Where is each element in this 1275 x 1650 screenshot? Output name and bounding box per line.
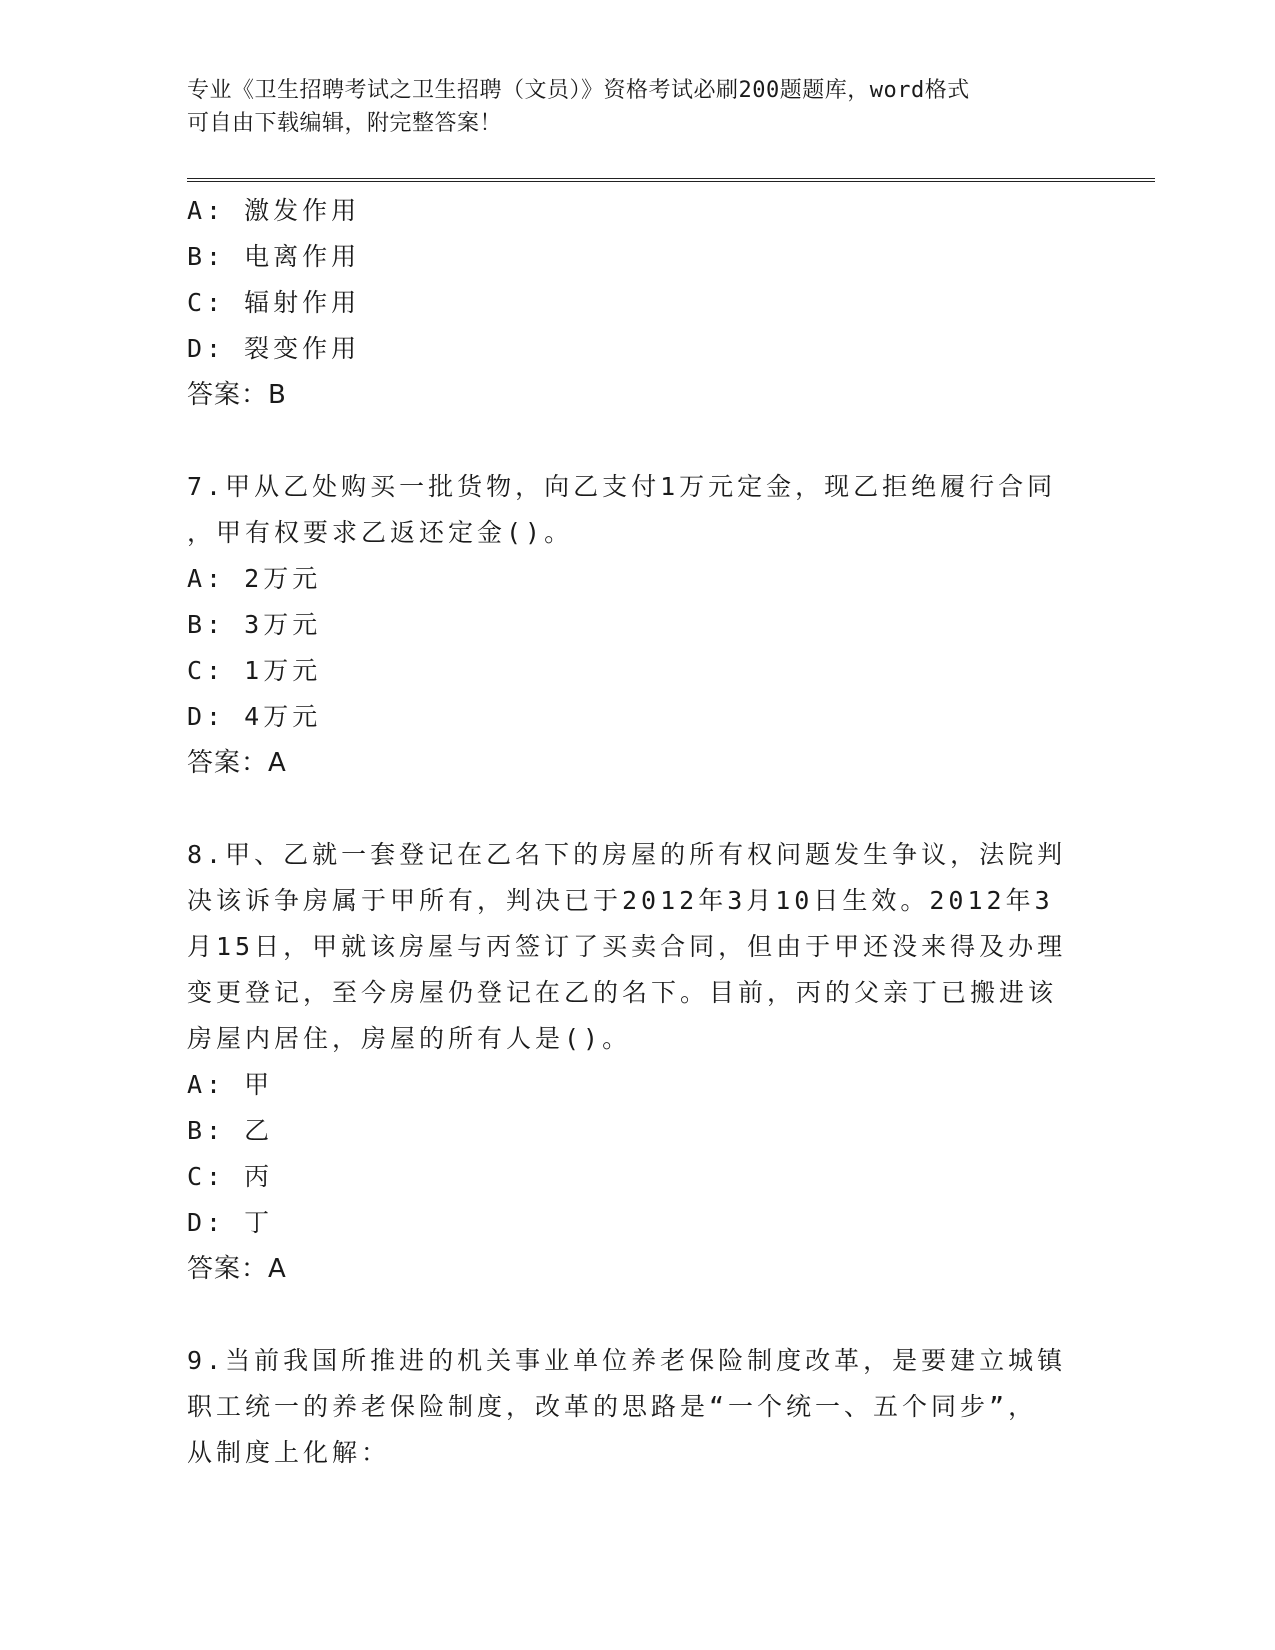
- header-divider: [187, 178, 1155, 182]
- question-6-block: [187, 188, 1077, 418]
- document-body: [187, 188, 1077, 1476]
- option-c: C: 丙: [187, 1162, 274, 1191]
- option-a: A: 激发作用: [187, 196, 361, 225]
- option-d: D: 4万元: [187, 702, 322, 731]
- answer-label: 答案：B: [187, 380, 287, 410]
- option-b: B: 乙: [187, 1116, 274, 1145]
- question-text-line: 月15日，甲就该房屋与丙签订了买卖合同，但由于甲还没来得及办理: [187, 932, 1067, 961]
- question-9-block: [187, 1338, 1077, 1476]
- option-b: B: 电离作用: [187, 242, 361, 271]
- question-text-line: 从制度上化解：: [187, 1438, 391, 1467]
- question-text-line: 房屋内居住，房屋的所有人是()。: [187, 1024, 632, 1053]
- question-text-line: ，甲有权要求乙返还定金()。: [187, 518, 574, 547]
- header-title-line-2: 可自由下载编辑，附完整答案！: [187, 111, 503, 136]
- document-header: [187, 74, 1057, 140]
- question-text-line: 职工统一的养老保险制度，改革的思路是“一个统一、五个同步”，: [187, 1392, 1038, 1421]
- option-a: A: 甲: [187, 1070, 274, 1099]
- question-text-line: 9.当前我国所推进的机关事业单位养老保险制度改革，是要建立城镇: [187, 1346, 1067, 1375]
- question-text-line: 变更登记，至今房屋仍登记在乙的名下。目前，丙的父亲丁已搬进该: [187, 978, 1058, 1007]
- answer-label: 答案：A: [187, 1254, 287, 1284]
- spacer: [187, 786, 1077, 832]
- question-text-line: 8.甲、乙就一套登记在乙名下的房屋的所有权问题发生争议，法院判: [187, 840, 1067, 869]
- question-7-block: [187, 464, 1077, 786]
- option-d: D: 裂变作用: [187, 334, 361, 363]
- question-text-line: 决该诉争房属于甲所有，判决已于2012年3月10日生效。2012年3: [187, 886, 1054, 915]
- question-8-block: [187, 832, 1077, 1292]
- question-text-line: 7.甲从乙处购买一批货物，向乙支付1万元定金，现乙拒绝履行合同: [187, 472, 1057, 501]
- spacer: [187, 1292, 1077, 1338]
- spacer: [187, 418, 1077, 464]
- option-c: C: 1万元: [187, 656, 322, 685]
- option-a: A: 2万元: [187, 564, 322, 593]
- header-title-line-1: 专业《卫生招聘考试之卫生招聘（文员）》资格考试必刷200题题库，word格式: [187, 78, 970, 103]
- option-d: D: 丁: [187, 1208, 274, 1237]
- option-c: C: 辐射作用: [187, 288, 361, 317]
- option-b: B: 3万元: [187, 610, 322, 639]
- answer-label: 答案：A: [187, 748, 287, 778]
